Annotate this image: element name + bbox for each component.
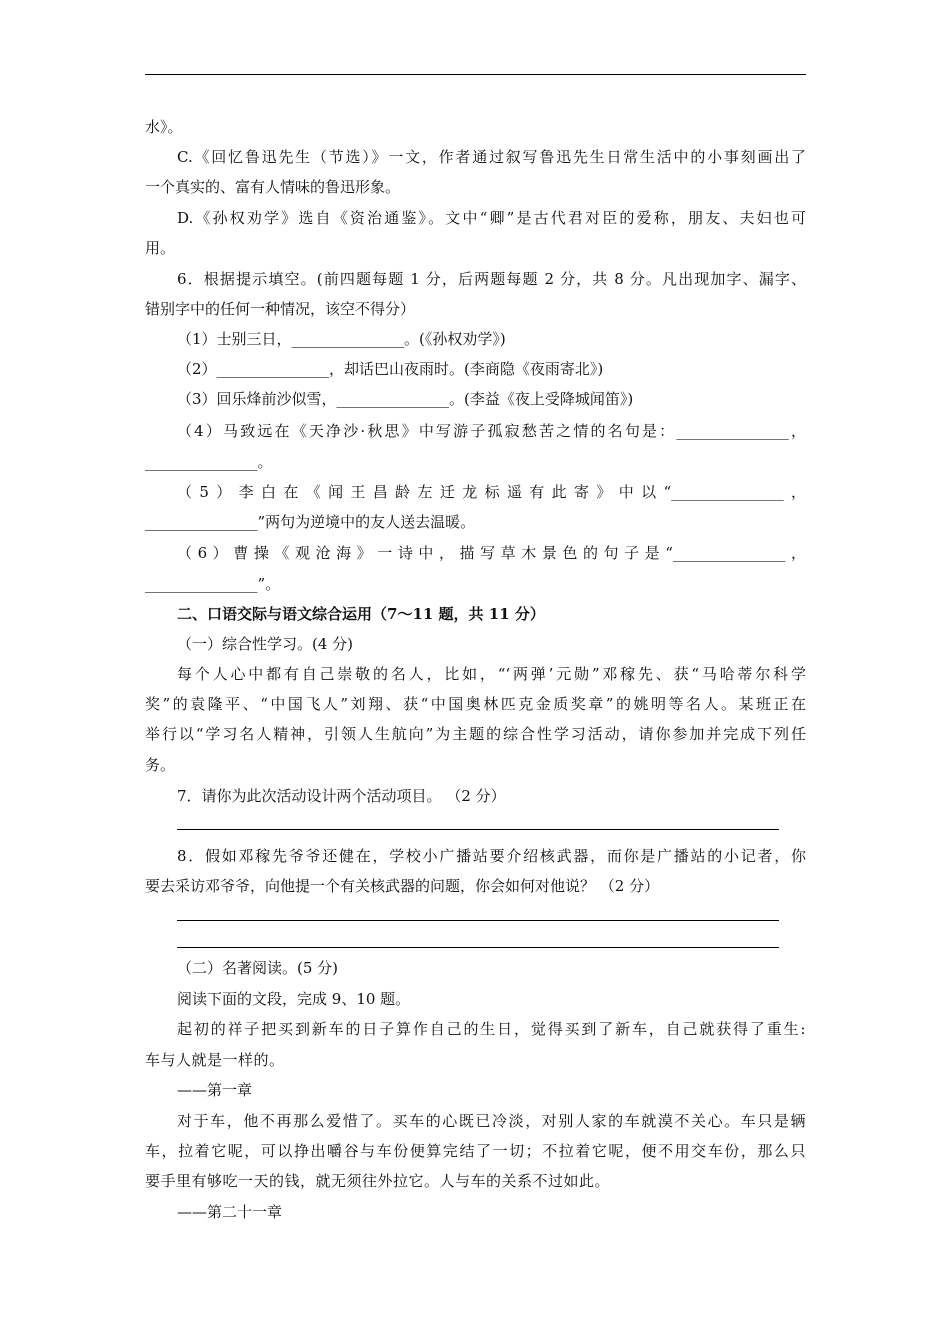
text-line: _______________。 xyxy=(145,453,273,471)
text-line: 起初的祥子把买到新车的日子算作自己的生日，觉得买到了新车，自己就获得了重生: xyxy=(177,1020,806,1038)
text-line: 阅读下面的文段，完成 9、10 题。 xyxy=(177,990,411,1008)
text-line: 6．根据提示填空。(前四题每题 1 分，后两题每题 2 分，共 8 分。凡出现加字、漏字、 xyxy=(177,270,806,288)
text-line: ——第一章 xyxy=(177,1081,253,1099)
text-line: 对于车，他不再那么爱惜了。买车的心既已冷淡，对别人家的车就漠不关心。车只是辆 xyxy=(177,1112,806,1130)
text-line: 用。 xyxy=(145,239,176,257)
text-line: 奖”的袁隆平、“中国飞人”刘翔、获“中国奥林匹克金质奖章”的姚明等名人。某班正在 xyxy=(145,695,806,713)
text-line: ——第二十一章 xyxy=(177,1203,283,1221)
answer-blank-line[interactable] xyxy=(177,829,779,830)
text-line: （二）名著阅读。(5 分) xyxy=(177,959,339,977)
text-line: 要手里有够吃一天的钱，就无须往外拉它。人与车的关系不过如此。 xyxy=(145,1172,611,1190)
text-line: 一个真实的、富有人情味的鲁迅形象。 xyxy=(145,178,401,196)
text-line: _______________”。 xyxy=(145,575,281,593)
text-line: （1）士别三日，_______________。(《孙权劝学》) xyxy=(177,330,506,348)
text-line: 务。 xyxy=(145,756,176,774)
answer-blank-line[interactable] xyxy=(177,947,779,948)
text-line: 8．假如邓稼先爷爷还健在，学校小广播站要介绍核武器，而你是广播站的小记者，你 xyxy=(177,847,806,865)
text-line: （3）回乐烽前沙似雪，_______________。(李益《夜上受降城闻笛》) xyxy=(177,390,634,408)
answer-blank-line[interactable] xyxy=(177,920,779,921)
text-line: 车与人就是一样的。 xyxy=(145,1051,285,1069)
text-line: 要去采访邓爷爷，向他提一个有关核武器的问题，你会如何对他说？ （2 分） xyxy=(145,877,660,895)
text-line: 水》。 xyxy=(145,118,183,136)
header-rule xyxy=(145,74,806,75)
text-line: （5）李白在《闻王昌龄左迁龙标遥有此寄》中以“_______________， xyxy=(177,483,806,501)
text-line: （一）综合性学习。(4 分) xyxy=(177,635,354,653)
text-line: D.《孙权劝学》选自《资治通鉴》。文中“卿”是古代君对臣的爱称，朋友、夫妇也可 xyxy=(177,209,806,227)
text-line: 错别字中的任何一种情况，该空不得分） xyxy=(145,300,416,318)
text-line: （2）_______________，却话巴山夜雨时。(李商隐《夜雨寄北》) xyxy=(177,360,604,378)
text-line: 车，拉着它呢，可以挣出嚼谷与车份便算完结了一切；不拉着它呢，便不用交车份，那么只 xyxy=(145,1142,806,1160)
text-line: _______________”两句为逆境中的友人送去温暖。 xyxy=(145,513,476,531)
text-line: 举行以“学习名人精神，引领人生航向”为主题的综合性学习活动，请你参加并完成下列任 xyxy=(145,725,806,743)
text-line: 7．请你为此次活动设计两个活动项目。 （2 分） xyxy=(177,787,506,805)
text-line: C.《回忆鲁迅先生（节选）》一文，作者通过叙写鲁迅先生日常生活中的小事刻画出了 xyxy=(177,148,806,166)
text-line: （4）马致远在《天净沙·秋思》中写游子孤寂愁苦之情的名句是：_______________， xyxy=(177,422,806,440)
text-line: 二、口语交际与语文综合运用（7～11 题，共 11 分） xyxy=(177,605,545,623)
text-line: （6）曹操《观沧海》一诗中，描写草木景色的句子是“_______________， xyxy=(177,544,806,562)
text-line: 每个人心中都有自己崇敬的名人，比如，“‘两弹’元勋”邓稼先、获“马哈蒂尔科学 xyxy=(177,665,806,683)
